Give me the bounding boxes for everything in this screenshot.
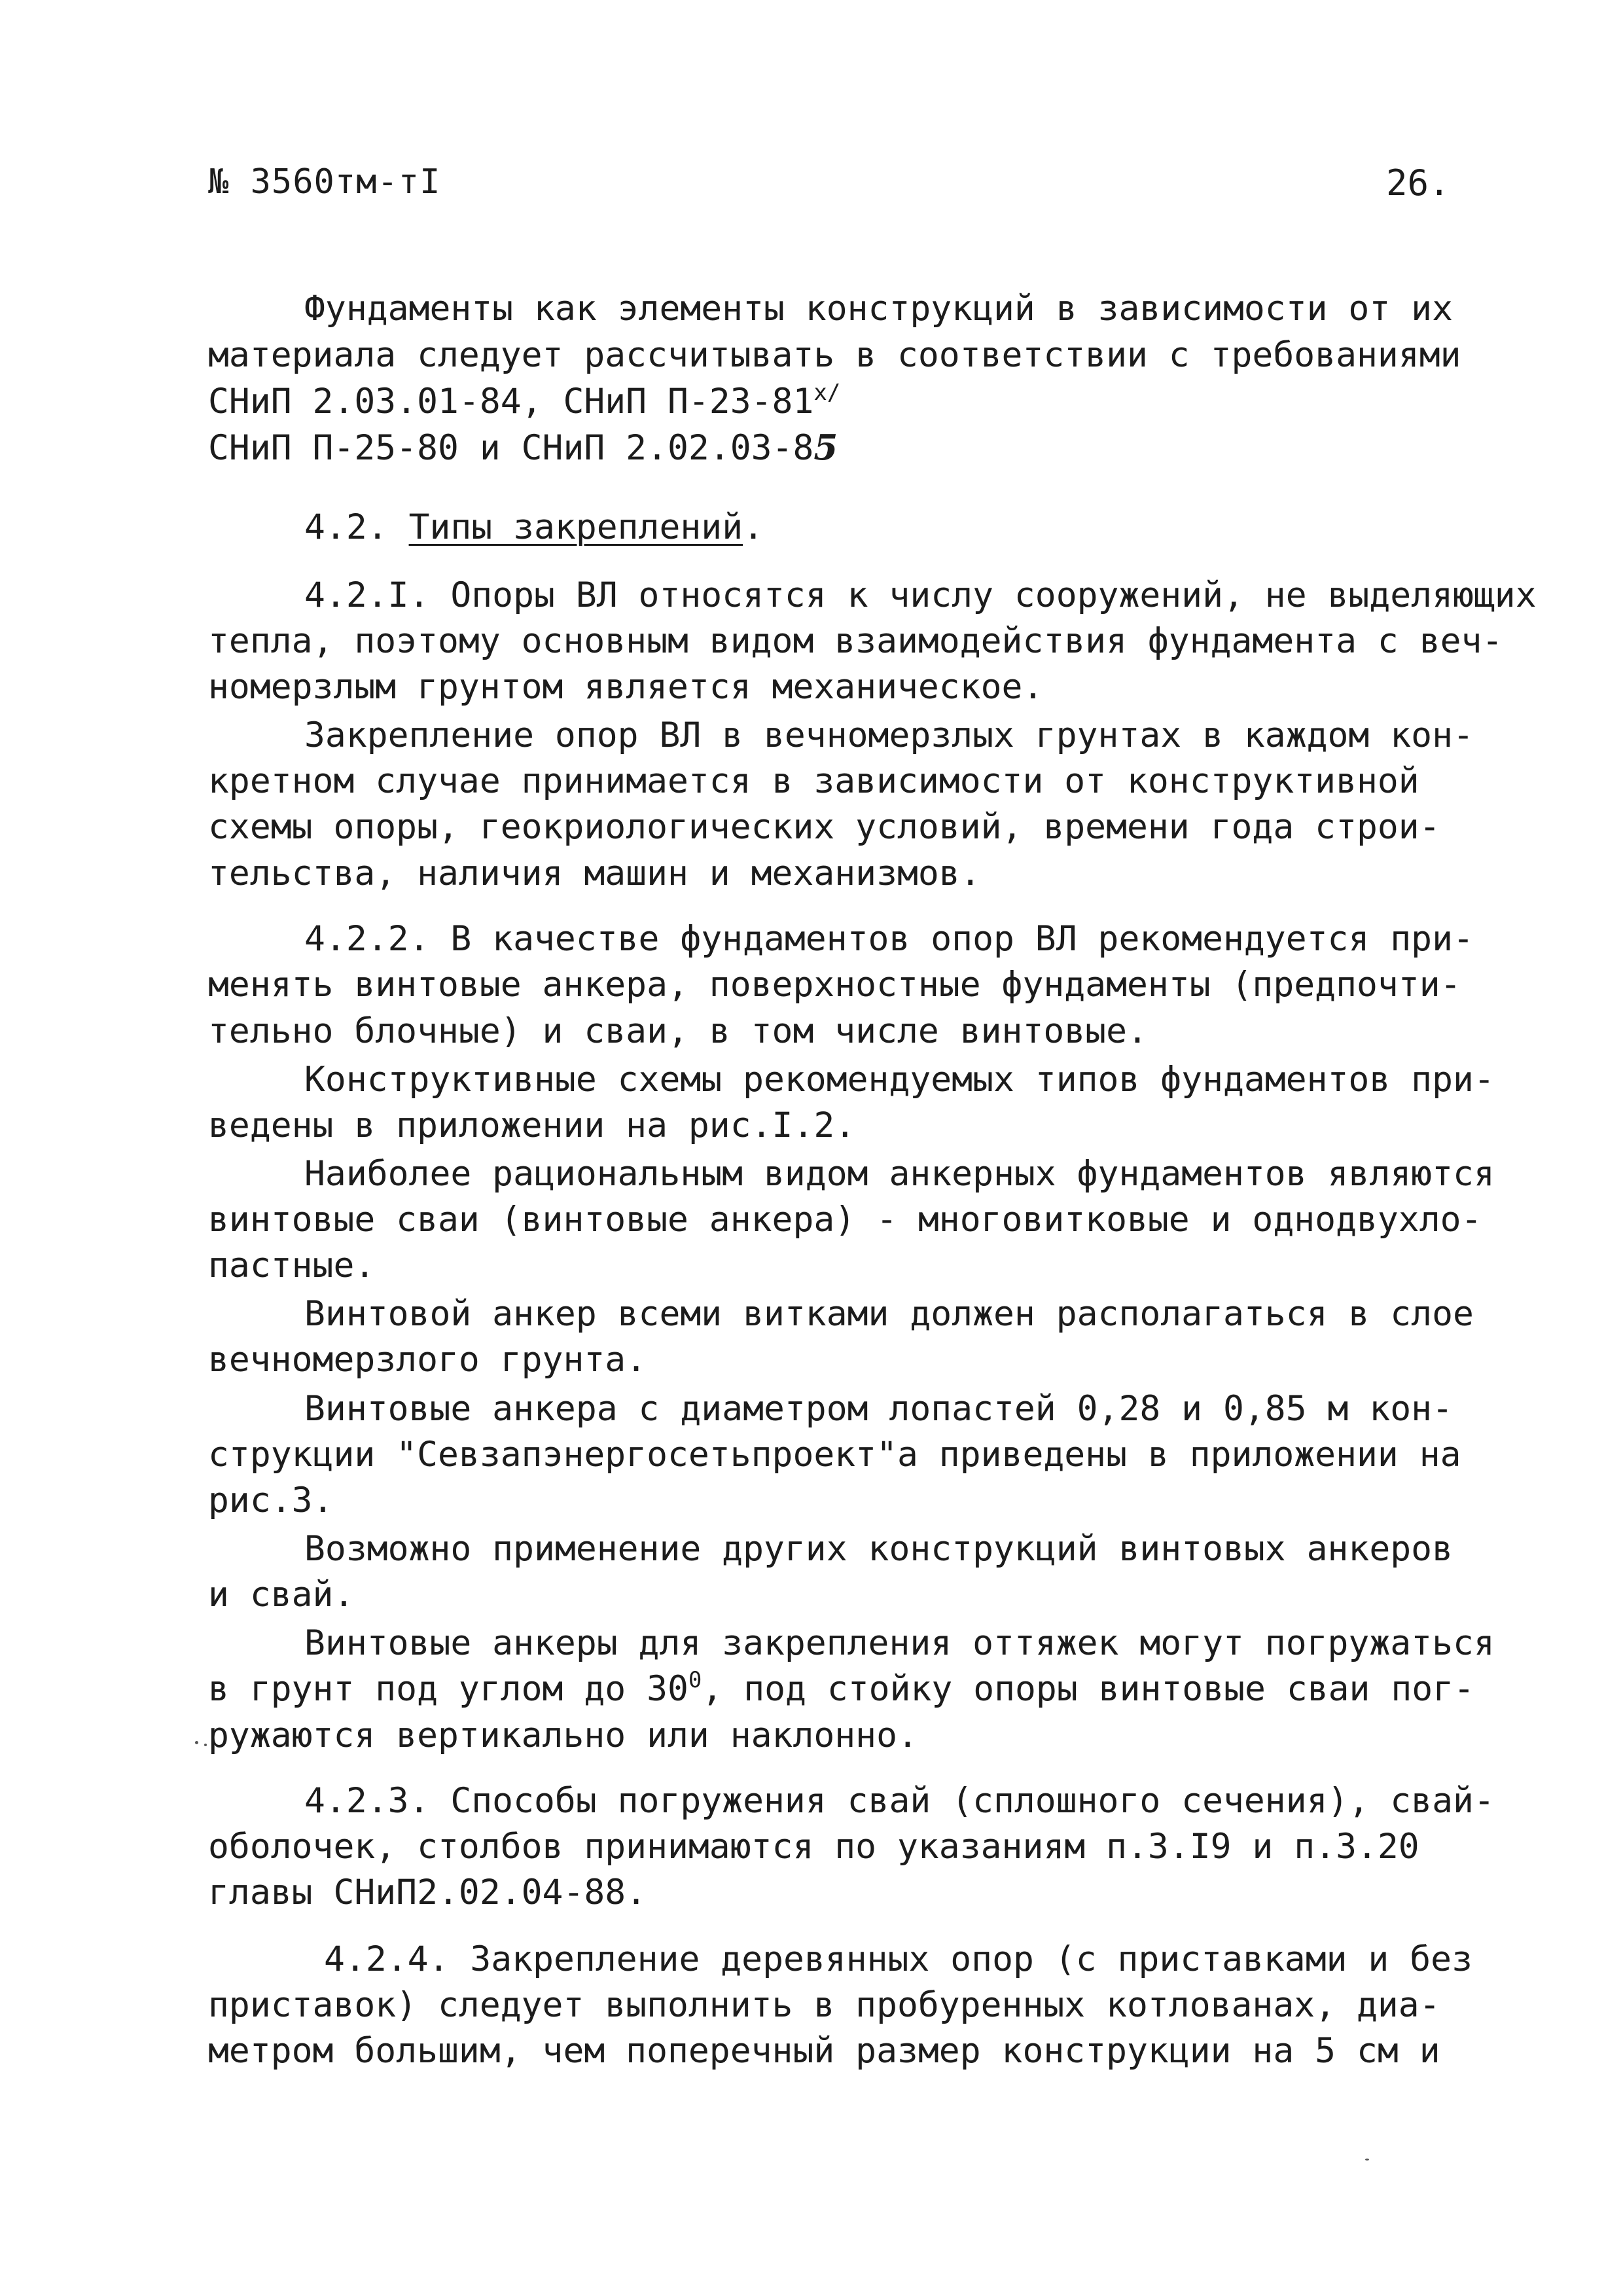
p-4-2-3-line-1: 4.2.3. Способы погружения свай (сплошного сечения), свай- [304, 1781, 1495, 1821]
intro-line-4 [208, 428, 838, 468]
page-number: 26. [1386, 162, 1450, 204]
p-other-designs-line-2: и свай. [208, 1575, 355, 1615]
section-title: Типы закреплений [408, 507, 743, 547]
p-rational-line-2: винтовые сваи (винтовые анкера) - многовитковые и однодвухло- [208, 1200, 1482, 1240]
footnote-mark: х/ [813, 380, 841, 406]
p-other-designs-line-1: Возможно применение других конструкций винтовых анкеров [304, 1529, 1453, 1569]
p-fastening-line-1: Закрепление опор ВЛ в вечномерзлых грунтах в каждом кон- [304, 715, 1474, 755]
p-4-2-2-line-2: менять винтовые анкера, поверхностные фундаменты (предпочти- [208, 965, 1461, 1005]
section-title-end: . [743, 507, 764, 547]
p-fastening-line-2: кретном случае принимается в зависимости от конструктивной [208, 761, 1419, 801]
scan-speck [1365, 2159, 1369, 2161]
section-heading-4-2 [304, 508, 764, 547]
handwritten-digit: 5 [813, 427, 838, 468]
p-4-2-1-line-2: тепла, поэтому основным видом взаимодействия фундамента с веч- [208, 621, 1503, 661]
p-schemes-line-1: Конструктивные схемы рекомендуемых типов фундаментов при- [304, 1060, 1495, 1100]
p-4-2-1-line-1: 4.2.I. Опоры ВЛ относятся к числу сооружений, не выделяющих [304, 575, 1537, 615]
intro-line-3-text: СНиП 2.03.01-84, СНиП П-23-81 [208, 382, 814, 422]
p-fastening-line-4: тельства, наличия машин и механизмов. [208, 853, 981, 893]
p-anchor-turns-line-2: вечномерзлого грунта. [208, 1340, 647, 1380]
p-rational-line-3: пастные. [208, 1246, 376, 1285]
scan-speck [204, 1744, 207, 1746]
scan-speck [195, 1741, 198, 1744]
p-4-2-3-line-2: оболочек, столбов принимаются по указаниям п.3.I9 и п.3.20 [208, 1827, 1419, 1867]
p-4-2-2-line-1: 4.2.2. В качестве фундаментов опор ВЛ рекомендуется при- [304, 919, 1474, 959]
p-4-2-1-line-3: номерзлым грунтом является механическое. [208, 667, 1044, 707]
p-anchor-turns-line-1: Винтовой анкер всеми витками должен располагаться в слое [304, 1294, 1474, 1334]
p-anchor-diameter-line-3: рис.3. [208, 1480, 334, 1520]
p-4-2-4-line-1: 4.2.4. Закрепление деревянных опор (с приставками и без [324, 1939, 1472, 1979]
p-4-2-4-line-2: приставок) следует выполнить в пробуренных котлованах, диа- [208, 1985, 1440, 2025]
p-schemes-line-2: ведены в приложении на рис.I.2. [208, 1105, 856, 1145]
p-fastening-line-3: схемы опоры, геокриологических условий, времени года строи- [208, 807, 1440, 847]
intro-line-4-text: СНиП П-25-80 и СНиП 2.02.03-8 [208, 428, 814, 468]
intro-line-2: материала следует рассчитывать в соответствии с требованиями [208, 335, 1461, 375]
p-anchor-diameter-line-2: струкции "Севзапэнергосетьпроект"а приведены в приложении на [208, 1435, 1461, 1475]
intro-line-1: Фундаменты как элементы конструкций в зависимости от их [304, 289, 1453, 329]
p-4-2-2-line-3: тельно блочные) и сваи, в том числе винтовые. [208, 1011, 1148, 1051]
degree-superscript: 0 [688, 1667, 702, 1693]
intro-line-3 [208, 382, 840, 425]
p-4-2-3-line-3: главы СНиП2.02.04-88. [208, 1873, 647, 1912]
p-guy-anchors-line-1: Винтовые анкеры для закрепления оттяжек могут погружаться [304, 1623, 1495, 1663]
p-guy-anchors-line-2 [208, 1667, 1475, 1713]
p-rational-line-1: Наиболее рациональным видом анкерных фундаментов являются [304, 1154, 1495, 1194]
document-number: № 3560тм-тI [208, 162, 441, 202]
p-guy-anchors-line-2-end: , под стойку опоры винтовые сваи пог- [702, 1669, 1475, 1709]
p-4-2-4-line-3: метром большим, чем поперечный размер конструкции на 5 см и [208, 2031, 1440, 2071]
p-guy-anchors-line-3: ружаются вертикально или наклонно. [208, 1715, 918, 1755]
section-number: 4.2. [304, 507, 388, 547]
p-guy-anchors-line-2-start: в грунт под углом до 30 [208, 1669, 688, 1709]
p-anchor-diameter-line-1: Винтовые анкера с диаметром лопастей 0,28 и 0,85 м кон- [304, 1389, 1453, 1429]
